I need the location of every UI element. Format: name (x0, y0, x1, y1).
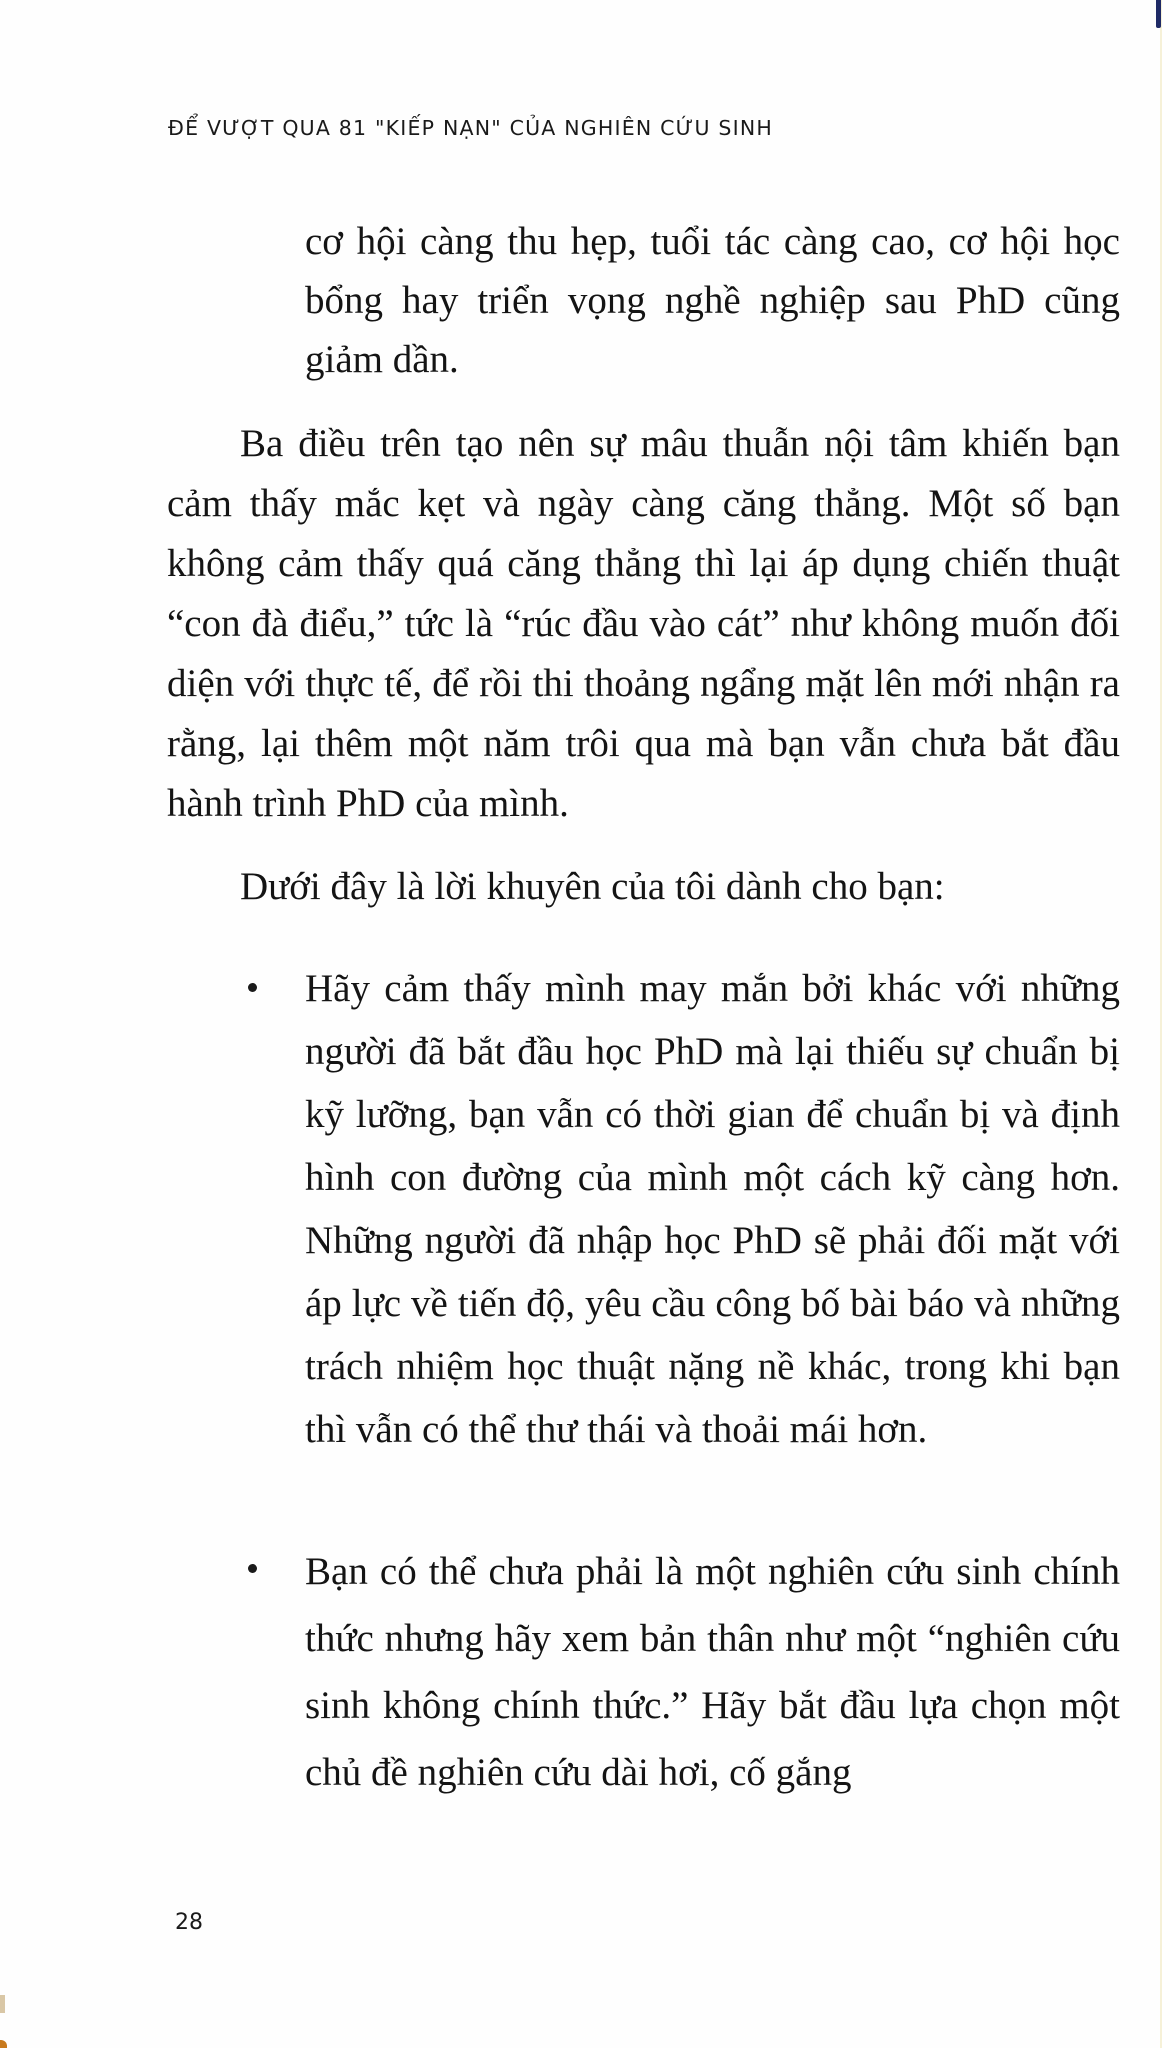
paragraph-lead: Dưới đây là lời khuyên của tôi dành cho bạn: (240, 865, 945, 908)
bullet-text: Bạn có thể chưa phải là một nghiên cứu sinh chính thức nhưng hãy xem bản thân như một “nghiên cứu sinh không chính thức.” Hãy bắt đầu lựa chọn một chủ đề nghiên cứu dài hơi, cố gắng (305, 1550, 1120, 1794)
bullet-dot-icon (248, 1564, 257, 1573)
paragraph-continuation: cơ hội càng thu hẹp, tuổi tác càng cao, cơ hội học bổng hay triển vọng nghề nghiệp sau PhD cũng giảm dần. (305, 220, 1120, 381)
paragraph-main: Ba điều trên tạo nên sự mâu thuẫn nội tâm khiến bạn cảm thấy mắc kẹt và ngày càng căng thẳng. Một số bạn không cảm thấy quá căng thẳng thì lại áp dụng chiến thuật “con đà điểu,” tức là “rúc đầu vào cát” như không muốn đối diện với thực tế, để rồi thi thoảng ngẩng mặt lên mới nhận ra rằng, lại thêm một năm trôi qua mà bạn vẫn chưa bắt đầu hành trình PhD của mình. (167, 422, 1120, 825)
running-head: ĐỂ VƯỢT QUA 81 "KIẾP NẠN" CỦA NGHIÊN CỨU SINH (168, 116, 773, 140)
scan-artifact (0, 2040, 7, 2048)
bullet-text: Hãy cảm thấy mình may mắn bởi khác với những người đã bắt đầu học PhD mà lại thiếu sự chuẩn bị kỹ lưỡng, bạn vẫn có thời gian để chuẩn bị và định hình con đường của mình một cách kỹ càng hơn. Những người đã nhập học PhD sẽ phải đối mặt với áp lực về tiến độ, yêu cầu công bố bài báo và những trách nhiệm học thuật nặng nề khác, trong khi bạn thì vẫn có thể thư thái và thoải mái hơn. (305, 967, 1120, 1451)
bullet-dot-icon (248, 983, 257, 992)
scan-artifact (0, 1995, 5, 2013)
page-edge (1160, 0, 1162, 2048)
cover-edge-mark (1156, 0, 1161, 28)
page-number: 28 (175, 1910, 203, 1935)
